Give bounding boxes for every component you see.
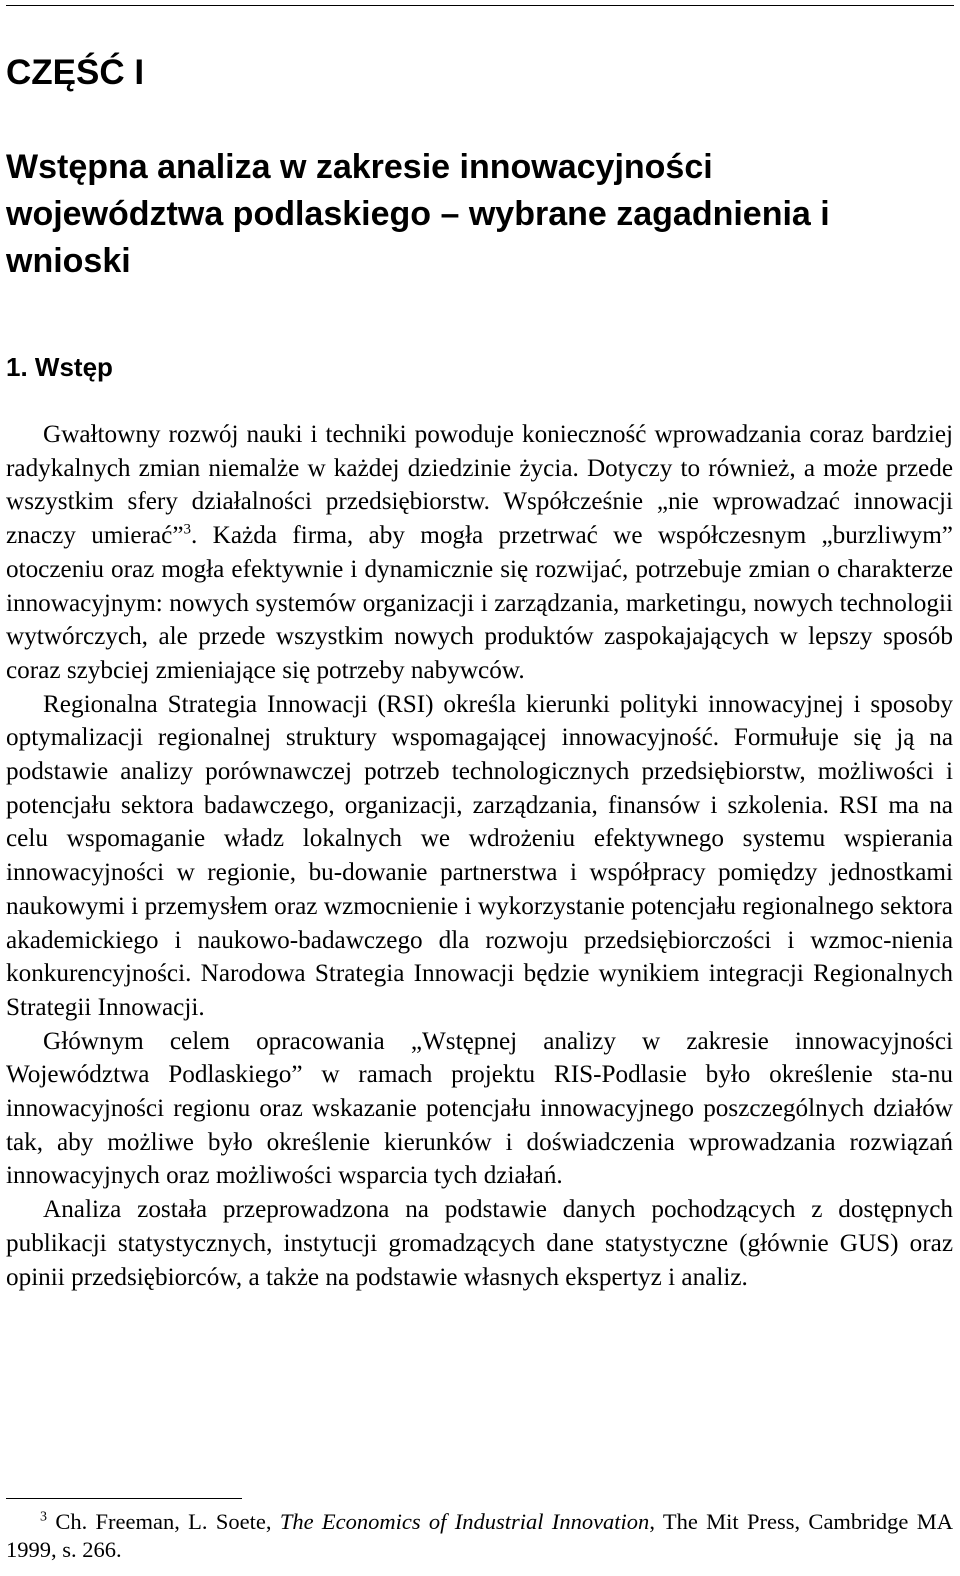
body-text [6,418,953,1294]
footnote-rule [6,1498,242,1499]
section-heading: 1. Wstęp [6,352,113,382]
top-rule [6,5,954,6]
paragraph-1-text-b: . Każda firma, aby mogła przetrwać we współczesnym „burzliwym” otoczeniu oraz mogła efektywnie i dynamicznie się rozwijać, potrzebuje zmian o charakterze innowacyjnym: nowych systemów organizacji i zarządzania, marketingu, nowych technologii wytwórczych, ale przede wszystkim nowych produktów zaspokajających w lepszy sposób coraz szybciej zmieniające się potrzeby nabywców. [6,522,953,684]
footnote-reference: 3 [183,521,192,538]
footnote [6,1508,953,1564]
footnote-book-title: The Economics of Industrial Innovation [279,1509,650,1534]
footnote-number: 3 [40,1509,47,1525]
paragraph-3: Głównym celem opracowania „Wstępnej analizy w zakresie innowacyjności Województwa Podlaskiego” w ramach projektu RIS-Podlasie było określenie sta-nu innowacyjności regionu oraz wskazanie potencjału innowacyjnego poszczególnych działów tak, aby możliwe było określenie kierunków i doświadczenia wprowadzania rozwiązań innowacyjnych oraz możliwości wsparcia tych działań. [6,1027,953,1190]
paragraph-1-text-a: Gwałtowny rozwój nauki i techniki powoduje konieczność wprowadzania coraz bardziej radykalnych zmian niemalże w każdej dziedzinie życia. Dotyczy to również, a może przede wszystkim sfery działalności przedsiębiorstw. Współcześnie „nie wprowadzać innowacji znaczy umierać” [6,421,953,550]
part-label: CZĘŚĆ I [6,53,145,92]
paragraph-2: Regionalna Strategia Innowacji (RSI) określa kierunki polityki innowacyjnej i sposoby optymalizacji regionalnej struktury wspomagającej innowacyjność. Formułuje się ją na podstawie analizy porównawczej potrzeb technologicznych przedsiębiorstw, możliwości i potencjału sektora badawczego, organizacji, zarządzania, finansów i szkolenia. RSI ma na celu wspomaganie władz lokalnych we wdrożeniu efektywnego systemu wspierania innowacyjności w regionie, bu-dowanie partnerstwa i współpracy pomiędzy jednostkami naukowymi i przemysłem oraz wzmocnienie i wykorzystanie potencjału regionalnego sektora akademickiego i naukowo-badawczego dla rozwoju przedsiębiorczości i wzmoc-nienia konkurencyjności. Narodowa Strategia Innowacji będzie wynikiem integracji Regionalnych Strategii Innowacji. [6,690,953,1021]
paragraph-4: Analiza została przeprowadzona na podstawie danych pochodzących z dostępnych publikacji statystycznych, instytucji gromadzących dane statystyczne (głównie GUS) oraz opinii przedsiębiorców, a także na podstawie własnych ekspertyz i analiz. [6,1196,953,1291]
footnote-publication: , The Mit Press, Cambridge MA 1999, s. 266. [6,1509,953,1562]
paragraph-1 [6,418,953,688]
chapter-title: Wstępna analiza w zakresie innowacyjności województwa podlaskiego – wybrane zagadnienia i wnioski [6,148,830,280]
footnote-authors: Ch. Freeman, L. Soete, [47,1509,280,1534]
